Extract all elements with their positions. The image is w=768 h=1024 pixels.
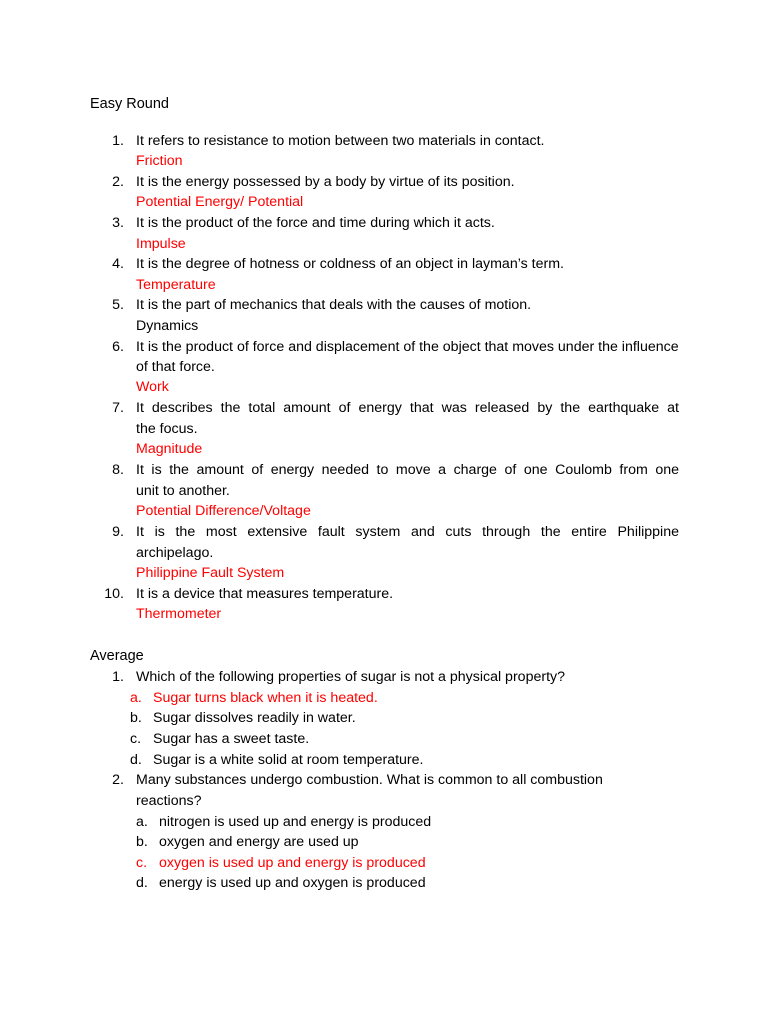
question-text: It is a device that measures temperature. — [136, 586, 394, 602]
question-text: It refers to resistance to motion between two materials in contact. — [136, 133, 545, 149]
choice-text: Sugar dissolves readily in water. — [153, 710, 356, 726]
choice-text: oxygen and energy are used up — [159, 834, 359, 850]
question-text: It is the degree of hotness or coldness of an object in layman’s term. — [136, 256, 564, 272]
choice-letter: a. — [136, 814, 148, 830]
question-text-continued: reactions? — [136, 793, 202, 809]
choice-letter: c. — [136, 855, 148, 871]
question-text: It is the product of the force and time during which it acts. — [136, 215, 495, 231]
item-number: 7. — [112, 400, 124, 416]
question-text-continued: archipelago. — [136, 545, 214, 561]
item-number: 2. — [112, 174, 124, 190]
item-number: 1. — [112, 133, 124, 149]
question-text: It is the part of mechanics that deals with the causes of motion. — [136, 297, 532, 313]
answer-text: Potential Difference/Voltage — [136, 503, 311, 519]
choice-text: Sugar is a white solid at room temperature. — [153, 752, 424, 768]
choice-letter: d. — [136, 875, 148, 891]
answer-text: Dynamics — [136, 318, 199, 334]
answer-text: Friction — [136, 153, 183, 169]
section-title-average: Average — [90, 648, 144, 664]
item-number: 6. — [112, 339, 124, 355]
choice-text-correct: oxygen is used up and energy is produced — [159, 855, 426, 871]
question-text: It is the most extensive fault system and cuts through the entire Philippine — [136, 524, 679, 540]
choice-text: energy is used up and oxygen is produced — [159, 875, 426, 891]
choice-letter: c. — [130, 731, 142, 747]
answer-text: Potential Energy/ Potential — [136, 194, 304, 210]
question-text-continued: of that force. — [136, 359, 215, 375]
question-text: It is the product of force and displacement of the object that moves under the influence — [136, 339, 679, 355]
choice-letter: a. — [130, 690, 142, 706]
choice-text: Sugar has a sweet taste. — [153, 731, 310, 747]
item-number: 10. — [104, 586, 124, 602]
question-text-continued: unit to another. — [136, 483, 230, 499]
item-number: 8. — [112, 462, 124, 478]
answer-text: Thermometer — [136, 606, 222, 622]
question-text: Which of the following properties of sugar is not a physical property? — [136, 669, 565, 685]
question-text: Many substances undergo combustion. What is common to all combustion — [136, 772, 603, 788]
choice-letter: b. — [136, 834, 148, 850]
item-number: 9. — [112, 524, 124, 540]
answer-text: Philippine Fault System — [136, 565, 285, 581]
answer-text: Work — [136, 379, 169, 395]
item-number: 5. — [112, 297, 124, 313]
choice-letter: b. — [130, 710, 142, 726]
question-text: It is the energy possessed by a body by virtue of its position. — [136, 174, 515, 190]
choice-letter: d. — [130, 752, 142, 768]
item-number: 1. — [112, 669, 124, 685]
item-number: 3. — [112, 215, 124, 231]
question-text: It describes the total amount of energy that was released by the earthquake at — [136, 400, 679, 416]
question-text: It is the amount of energy needed to move a charge of one Coulomb from one — [136, 462, 679, 478]
section-title-easy: Easy Round — [90, 96, 169, 112]
question-text-continued: the focus. — [136, 421, 198, 437]
choice-text-correct: Sugar turns black when it is heated. — [153, 690, 378, 706]
item-number: 4. — [112, 256, 124, 272]
answer-text: Impulse — [136, 236, 186, 252]
choice-text: nitrogen is used up and energy is produced — [159, 814, 432, 830]
answer-text: Temperature — [136, 277, 216, 293]
answer-text: Magnitude — [136, 441, 203, 457]
item-number: 2. — [112, 772, 124, 788]
